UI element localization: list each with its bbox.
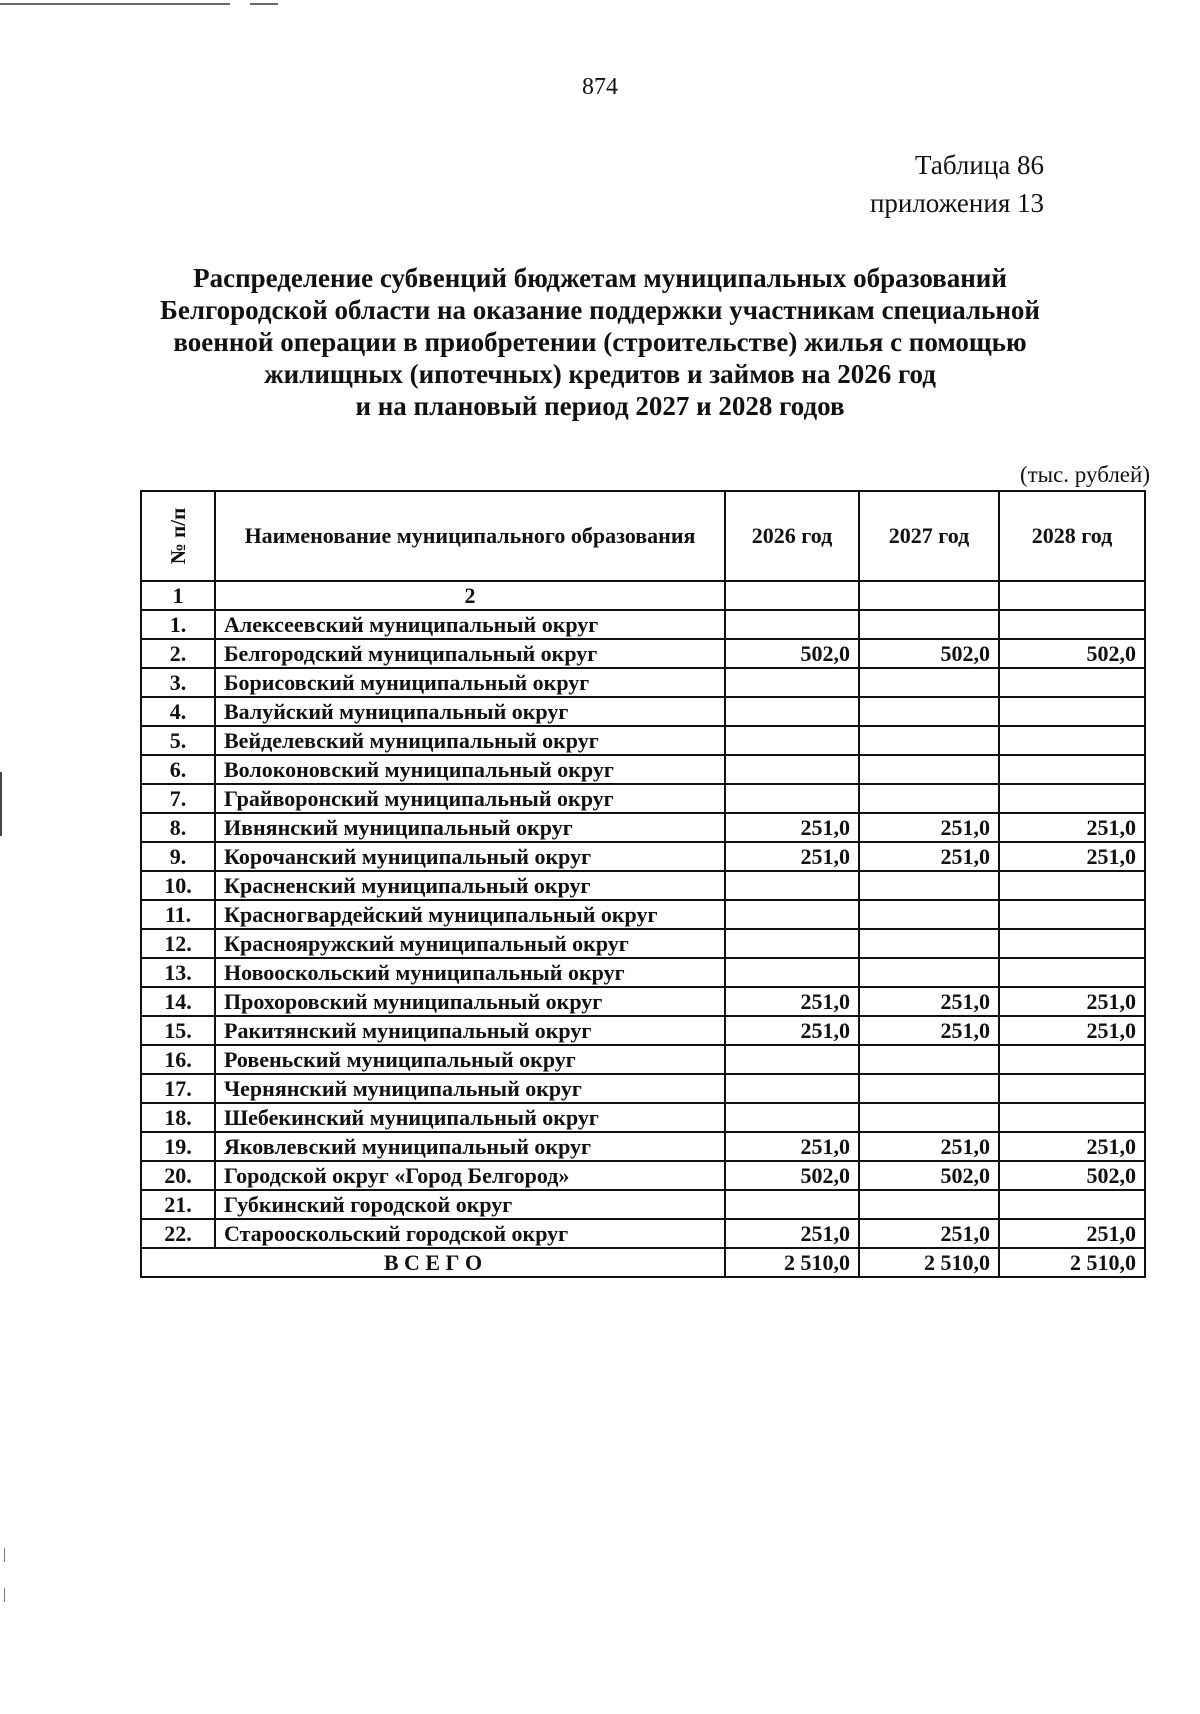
table-row: [141, 1190, 1145, 1219]
value-2027: [859, 1103, 999, 1132]
value-2026: 251,0: [725, 842, 859, 871]
value-2028: 251,0: [999, 987, 1145, 1016]
table-reference: [870, 146, 1044, 222]
value-2028: 502,0: [999, 1161, 1145, 1190]
row-number: 12.: [141, 929, 215, 958]
table-row: [141, 1219, 1145, 1248]
value-2026: [725, 900, 859, 929]
row-number: 5.: [141, 726, 215, 755]
table-row: [141, 842, 1145, 871]
value-2027: [859, 610, 999, 639]
value-2028: 502,0: [999, 639, 1145, 668]
column-index-cell: 2: [215, 581, 725, 610]
table-row: [141, 958, 1145, 987]
value-2028: 251,0: [999, 1219, 1145, 1248]
table-reference-line: Таблица 86: [915, 150, 1044, 180]
value-2027: [859, 900, 999, 929]
column-index-cell: [999, 581, 1145, 610]
value-2026: [725, 929, 859, 958]
value-2028: [999, 784, 1145, 813]
table-row: [141, 1103, 1145, 1132]
value-2026: [725, 668, 859, 697]
municipality-name: Ровеньский муниципальный округ: [215, 1045, 725, 1074]
value-2028: [999, 610, 1145, 639]
value-2027: 251,0: [859, 987, 999, 1016]
value-2027: 251,0: [859, 842, 999, 871]
municipality-name: Красненский муниципальный округ: [215, 871, 725, 900]
table-row: [141, 726, 1145, 755]
header-number: [141, 491, 215, 581]
total-row: [141, 1248, 1145, 1277]
value-2026: [725, 697, 859, 726]
value-2027: [859, 958, 999, 987]
table-row: [141, 929, 1145, 958]
table-row: [141, 1045, 1145, 1074]
table-row: [141, 668, 1145, 697]
municipality-name: Городской округ «Город Белгород»: [215, 1161, 725, 1190]
value-2026: [725, 871, 859, 900]
value-2027: 251,0: [859, 1132, 999, 1161]
column-index-cell: [725, 581, 859, 610]
table-body: [141, 581, 1145, 1248]
row-number: 17.: [141, 1074, 215, 1103]
page-number: 874: [582, 74, 618, 100]
municipality-name: Краснояружский муниципальный округ: [215, 929, 725, 958]
value-2026: [725, 1045, 859, 1074]
municipality-name: Борисовский муниципальный округ: [215, 668, 725, 697]
value-2028: [999, 726, 1145, 755]
value-2028: 251,0: [999, 813, 1145, 842]
row-number: 18.: [141, 1103, 215, 1132]
row-number: 4.: [141, 697, 215, 726]
municipality-name: Волоконовский муниципальный округ: [215, 755, 725, 784]
value-2028: 251,0: [999, 842, 1145, 871]
row-number: 13.: [141, 958, 215, 987]
municipality-name: Корочанский муниципальный округ: [215, 842, 725, 871]
row-number: 14.: [141, 987, 215, 1016]
column-index-row: [141, 581, 1145, 610]
value-2027: [859, 929, 999, 958]
value-2026: [725, 1103, 859, 1132]
header-2026: 2026 год: [725, 491, 859, 581]
row-number: 10.: [141, 871, 215, 900]
value-2028: [999, 929, 1145, 958]
value-2027: [859, 871, 999, 900]
header-name: Наименование муниципального образования: [215, 491, 725, 581]
table-row: [141, 871, 1145, 900]
value-2027: 251,0: [859, 1016, 999, 1045]
value-2028: [999, 1103, 1145, 1132]
row-number: 21.: [141, 1190, 215, 1219]
row-number: 8.: [141, 813, 215, 842]
value-2026: [725, 784, 859, 813]
value-2026: 502,0: [725, 639, 859, 668]
value-2028: [999, 958, 1145, 987]
scan-artifact-line: [250, 3, 278, 5]
value-2027: [859, 668, 999, 697]
value-2028: [999, 697, 1145, 726]
row-number: 11.: [141, 900, 215, 929]
municipality-name: Старооскольский городской округ: [215, 1219, 725, 1248]
municipality-name: Ивнянский муниципальный округ: [215, 813, 725, 842]
row-number: 1.: [141, 610, 215, 639]
row-number: 20.: [141, 1161, 215, 1190]
value-2026: [725, 726, 859, 755]
title-line: жилищных (ипотечных) кредитов и займов на 2026 год: [264, 359, 936, 389]
municipality-name: Белгородский муниципальный округ: [215, 639, 725, 668]
header-2028: 2028 год: [999, 491, 1145, 581]
row-number: 19.: [141, 1132, 215, 1161]
value-2028: [999, 871, 1145, 900]
value-2028: [999, 900, 1145, 929]
value-2027: [859, 755, 999, 784]
value-2026: [725, 958, 859, 987]
municipality-name: Ракитянский муниципальный округ: [215, 1016, 725, 1045]
row-number: 22.: [141, 1219, 215, 1248]
row-number: 15.: [141, 1016, 215, 1045]
table-row: [141, 1161, 1145, 1190]
value-2027: [859, 784, 999, 813]
municipality-name: Вейделевский муниципальный округ: [215, 726, 725, 755]
column-index-cell: 1: [141, 581, 215, 610]
municipality-name: Губкинский городской округ: [215, 1190, 725, 1219]
scan-artifact-line: [0, 3, 230, 5]
value-2027: [859, 1190, 999, 1219]
municipality-name: Яковлевский муниципальный округ: [215, 1132, 725, 1161]
municipality-name: Прохоровский муниципальный округ: [215, 987, 725, 1016]
value-2028: [999, 1190, 1145, 1219]
value-2028: [999, 1074, 1145, 1103]
table-row: [141, 900, 1145, 929]
subvention-table: [140, 490, 1146, 1278]
table-row: [141, 639, 1145, 668]
header-number-label: № п/п: [166, 507, 191, 565]
value-2027: [859, 1045, 999, 1074]
scan-artifact-mark: [0, 772, 2, 836]
title-line: Распределение субвенций бюджетам муниципальных образований: [193, 263, 1007, 293]
value-2028: [999, 668, 1145, 697]
value-2026: 251,0: [725, 1219, 859, 1248]
title-line: Белгородской области на оказание поддержки участникам специальной: [160, 295, 1040, 325]
value-2028: 251,0: [999, 1016, 1145, 1045]
municipality-name: Алексеевский муниципальный округ: [215, 610, 725, 639]
table-row: [141, 784, 1145, 813]
total-2026: 2 510,0: [725, 1248, 859, 1277]
title-line: и на плановый период 2027 и 2028 годов: [355, 391, 845, 421]
municipality-name: Новооскольский муниципальный округ: [215, 958, 725, 987]
value-2027: 251,0: [859, 813, 999, 842]
value-2028: 251,0: [999, 1132, 1145, 1161]
document-title: [150, 262, 1050, 422]
table-row: [141, 1016, 1145, 1045]
value-2027: 251,0: [859, 1219, 999, 1248]
value-2027: 502,0: [859, 1161, 999, 1190]
total-2028: 2 510,0: [999, 1248, 1145, 1277]
table-header-row: [141, 491, 1145, 581]
row-number: 2.: [141, 639, 215, 668]
value-2026: 251,0: [725, 987, 859, 1016]
table-row: [141, 755, 1145, 784]
scan-artifact-tick: [4, 1548, 5, 1562]
value-2026: 251,0: [725, 1016, 859, 1045]
column-index-cell: [859, 581, 999, 610]
table-row: [141, 813, 1145, 842]
value-2027: [859, 697, 999, 726]
row-number: 9.: [141, 842, 215, 871]
row-number: 7.: [141, 784, 215, 813]
value-2027: 502,0: [859, 639, 999, 668]
title-line: военной операции в приобретении (строительстве) жилья с помощью: [173, 327, 1027, 357]
table-row: [141, 987, 1145, 1016]
municipality-name: Грайворонский муниципальный округ: [215, 784, 725, 813]
total-2027: 2 510,0: [859, 1248, 999, 1277]
scan-artifact-tick: [4, 1588, 5, 1602]
header-2027: 2027 год: [859, 491, 999, 581]
table-row: [141, 697, 1145, 726]
row-number: 6.: [141, 755, 215, 784]
value-2026: [725, 755, 859, 784]
table-reference-line: приложения 13: [869, 188, 1044, 218]
value-2026: [725, 1074, 859, 1103]
value-2028: [999, 1045, 1145, 1074]
value-2027: [859, 726, 999, 755]
municipality-name: Красногвардейский муниципальный округ: [215, 900, 725, 929]
units-label: (тыс. рублей): [1019, 462, 1150, 487]
value-2028: [999, 755, 1145, 784]
value-2026: [725, 1190, 859, 1219]
row-number: 16.: [141, 1045, 215, 1074]
value-2026: [725, 610, 859, 639]
municipality-name: Чернянский муниципальный округ: [215, 1074, 725, 1103]
table-row: [141, 1132, 1145, 1161]
municipality-name: Шебекинский муниципальный округ: [215, 1103, 725, 1132]
value-2026: 502,0: [725, 1161, 859, 1190]
value-2026: 251,0: [725, 813, 859, 842]
value-2026: 251,0: [725, 1132, 859, 1161]
value-2027: [859, 1074, 999, 1103]
table-row: [141, 1074, 1145, 1103]
table-row: [141, 610, 1145, 639]
municipality-name: Валуйский муниципальный округ: [215, 697, 725, 726]
total-label: В С Е Г О: [141, 1248, 725, 1277]
row-number: 3.: [141, 668, 215, 697]
